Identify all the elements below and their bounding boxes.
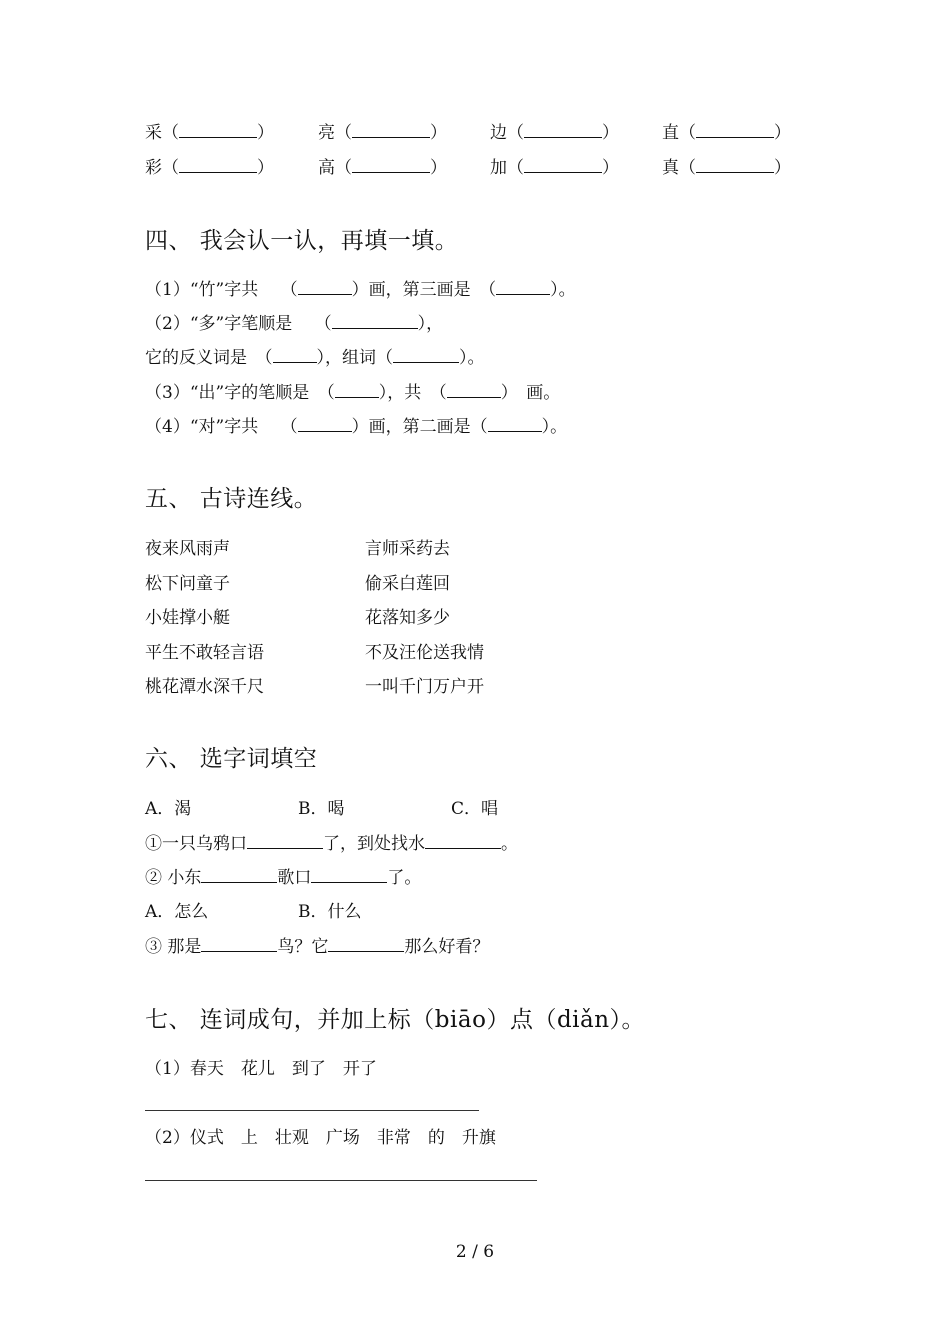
grid-cell: 边（ ） (490, 123, 619, 143)
poem-right: 一叫千门万户开 (365, 677, 484, 697)
text: （1）“竹”字共 (145, 280, 259, 300)
section-5-title: 五、 古诗连线。 (145, 486, 318, 512)
grid-cell: 采（ ） (145, 123, 274, 143)
text: ③ 那是 (145, 937, 202, 957)
s4-item-2: （2）“多”字笔顺是 （ ）， (145, 314, 444, 334)
char: 加 (490, 158, 507, 178)
blank (447, 383, 501, 398)
blank (298, 417, 352, 432)
s6-line-2 (145, 867, 421, 889)
blank (524, 158, 602, 173)
s7-question-2: （2）仪式 上 壮观 广场 非常 的 升旗 (145, 1128, 496, 1148)
section-7-title: 七、 连词成句，并加上标（biāo）点（diǎn）。 (145, 1007, 646, 1033)
text: 画。 (526, 383, 561, 403)
grid-cell: 加（ ） (490, 158, 619, 178)
char: 彩 (145, 158, 162, 178)
blank (524, 123, 602, 138)
poem-left: 小娃撑小艇 (145, 608, 230, 628)
blank (201, 937, 277, 952)
section-6-title: 六、 选字词填空 (145, 746, 318, 772)
text: （4）“对”字共 (145, 417, 259, 437)
blank (332, 314, 418, 329)
text: 画，第三画是 (368, 280, 471, 300)
text: 它的反义词是 (145, 348, 247, 368)
text: 了。 (387, 868, 422, 888)
text: ，组词（ (325, 348, 393, 368)
poem-left: 松下问童子 (145, 574, 230, 594)
text: ，共 (387, 383, 422, 403)
text: 。 (467, 348, 485, 368)
grid-cell: 直（ ） (662, 123, 791, 143)
text: 。 (550, 417, 568, 437)
blank (488, 417, 542, 432)
poem-right: 偷采白莲回 (365, 574, 450, 594)
text: ， (426, 314, 444, 334)
option: C．唱 (451, 799, 499, 819)
blank (496, 280, 550, 295)
grid-cell: 真（ ） (662, 158, 791, 178)
text: 那么好看？ (404, 937, 490, 957)
poem-right: 言师采药去 (365, 539, 450, 559)
poem-left: 桃花潭水深千尺 (145, 677, 264, 697)
blank (247, 834, 323, 849)
text: 了，到处找水 (323, 834, 425, 854)
blank (696, 158, 774, 173)
blank (201, 868, 277, 883)
blank (273, 348, 317, 363)
grid-cell: 亮（ ） (318, 123, 447, 143)
s4-item-4: （4）“对”字共 （ ）画，第二画是（ ）。 (145, 417, 568, 437)
char: 边 (490, 123, 507, 143)
page-number: 2 / 6 (455, 1242, 495, 1262)
poem-right: 花落知多少 (365, 608, 450, 628)
blank (425, 834, 501, 849)
grid-cell: 彩（ ） (145, 158, 274, 178)
s6-line-3 (145, 936, 489, 958)
char: 采 (145, 123, 162, 143)
text: 。 (558, 280, 576, 300)
grid-cell: 高（ ） (318, 158, 447, 178)
s4-item-3: （3）“出”字的笔顺是 （ ），共 （ ） 画。 (145, 383, 561, 403)
text: （2）“多”字笔顺是 (145, 314, 293, 334)
char: 真 (662, 158, 679, 178)
s4-item-2b: 它的反义词是 （ ），组词（ ）。 (145, 348, 485, 368)
option: A．怎么 (145, 902, 209, 922)
poem-left: 平生不敢轻言语 (145, 643, 264, 663)
blank (179, 123, 257, 138)
section-4-title: 四、 我会认一认，再填一填。 (145, 228, 459, 254)
option: B．什么 (298, 902, 362, 922)
s6-line-1 (145, 833, 518, 855)
s4-item-1: （1）“竹”字共 （ ）画，第三画是 （ ）。 (145, 280, 576, 300)
blank (696, 123, 774, 138)
blank (352, 158, 430, 173)
text: （3）“出”字的笔顺是 (145, 383, 310, 403)
text: ①一只乌鸦口 (145, 834, 247, 854)
answer-line (145, 1180, 537, 1181)
char: 亮 (318, 123, 335, 143)
blank (298, 280, 352, 295)
text: 画，第二画是（ (368, 417, 488, 437)
option: B．喝 (298, 799, 345, 819)
poem-left: 夜来风雨声 (145, 539, 230, 559)
blank (393, 348, 459, 363)
text: 歌口 (277, 868, 312, 888)
blank (311, 868, 387, 883)
option: A．渴 (145, 799, 192, 819)
text: 。 (501, 834, 518, 854)
char: 直 (662, 123, 679, 143)
blank (335, 383, 379, 398)
s7-question-1: （1）春天 花儿 到了 开了 (145, 1059, 377, 1079)
blank (328, 937, 404, 952)
blank (179, 158, 257, 173)
char: 高 (318, 158, 335, 178)
text: ② 小东 (145, 868, 202, 888)
answer-line (145, 1110, 479, 1111)
text: 鸟？它 (277, 937, 329, 957)
blank (352, 123, 430, 138)
poem-right: 不及汪伦送我情 (365, 643, 484, 663)
